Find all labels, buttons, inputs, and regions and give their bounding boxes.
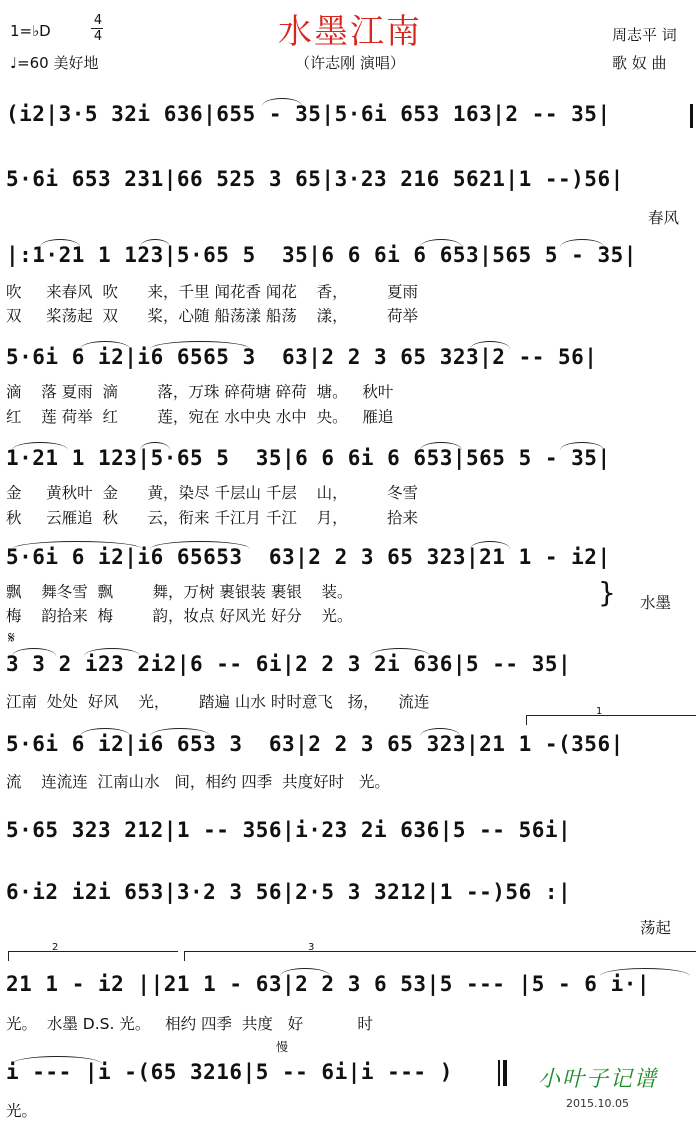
transcription-date: 2015.10.05	[566, 1097, 629, 1110]
time-signature-bottom: 4	[93, 29, 103, 44]
tempo-marking: ♩=60 美好地	[10, 54, 99, 72]
notation-line-10: 6·i2 i2i 653|3·2 3 56|2·5 3 3212|1 --)56 :|	[6, 880, 572, 904]
notation-line-1: (i2|3·5 32i 636|655 - 35|5·6i 653 163|2 -- 35|	[6, 102, 611, 126]
notation-line-7: 3 3 2 i23 2i2|6 -- 6i|2 2 3 2i 636|5 -- 35|	[6, 652, 572, 676]
lyrics-line-4a: 滴 落 夏雨 滴 落，万珠 碎荷塘 碎荷 塘。 秋叶	[6, 383, 394, 401]
lyrics-line-5b: 秋 云雁追 秋 云，衔来 千江月 千江 月， 拾来	[6, 509, 419, 527]
notation-line-4: 5·6i 6 i2|i6 6565 3 63|2 2 3 65 323|2 -- 56|	[6, 345, 598, 369]
lyrics-line-3a: 吹 来春风 吹 来，千里 闻花香 闻花 香， 夏雨	[6, 283, 419, 301]
performer-subtitle: （许志刚 演唱）	[295, 54, 405, 72]
lyrics-line-6b: 梅 韵拾来 梅 韵，妆点 好风光 好分 光。	[6, 607, 353, 625]
lyrics-line-8: 流 连流连 江南山水 间，相约 四季 共度好时 光。	[6, 773, 390, 791]
volta-1-label: 1	[596, 706, 603, 717]
song-title: 水墨江南	[278, 12, 422, 52]
lyrics-line-11: 光。 水墨 D.S. 光。 相约 四季 共度 好 时	[6, 1015, 373, 1033]
lyric-side-dangqi: 荡起	[640, 919, 672, 937]
lyrics-line-6a: 飘 舞冬雪 飘 舞，万树 裹银装 裹银 装。	[6, 583, 353, 601]
lyric-side-shuimo: 水墨	[640, 594, 672, 612]
time-signature-top: 4	[93, 13, 103, 28]
lyrics-line-3b: 双 桨荡起 双 桨，心随 船荡漾 船荡 漾， 荷举	[6, 307, 419, 325]
lyrics-line-12: 光。	[6, 1102, 38, 1120]
notation-line-6: 5·6i 6 i2|i6 65653 63|2 2 3 65 323|21 1 - i2|	[6, 545, 611, 569]
notation-line-11: 21 1 - i2 ||21 1 - 63|2 2 3 6 53|5 --- |5 - 6 i·|	[6, 972, 651, 996]
volta-2-label: 2	[52, 942, 59, 953]
transcriber-signature: 小叶子记谱	[538, 1067, 659, 1092]
notation-line-3: |:1·21 1 123|5·65 5 35|6 6 6i 6 653|565 5 - 35|	[6, 243, 637, 267]
lyricist-credit: 周志平 词	[612, 26, 677, 44]
notation-line-2: 5·6i 653 231|66 525 3 65|3·23 216 5621|1 --)56|	[6, 167, 624, 191]
lyrics-line-7: 江南 处处 好风 光， 踏遍 山水 时时意飞 扬， 流连	[6, 693, 430, 711]
lyrics-line-5a: 金 黄秋叶 金 黄，染尽 千层山 千层 山， 冬雪	[6, 484, 419, 502]
notation-line-9: 5·65 323 212|1 -- 356|i·23 2i 636|5 -- 56i|	[6, 818, 572, 842]
key-signature: 1=♭D	[10, 22, 51, 40]
tempo-slow-mark: 慢	[276, 1040, 289, 1054]
notation-line-12: i --- |i -(65 3216|5 -- 6i|i --- )	[6, 1060, 453, 1084]
composer-credit: 歌 奴 曲	[612, 54, 667, 72]
volta-3-label: 3	[308, 942, 315, 953]
notation-line-5: 1·21 1 123|5·65 5 35|6 6 6i 6 653|565 5 - 35|	[6, 446, 611, 470]
pickup-lyric-chunfeng: 春风	[648, 209, 680, 227]
notation-line-8: 5·6i 6 i2|i6 653 3 63|2 2 3 65 323|21 1 -(356|	[6, 732, 624, 756]
segno-icon: 𝄋	[8, 628, 15, 647]
lyrics-line-4b: 红 莲 荷举 红 莲，宛在 水中央 水中 央。 雁追	[6, 408, 394, 426]
